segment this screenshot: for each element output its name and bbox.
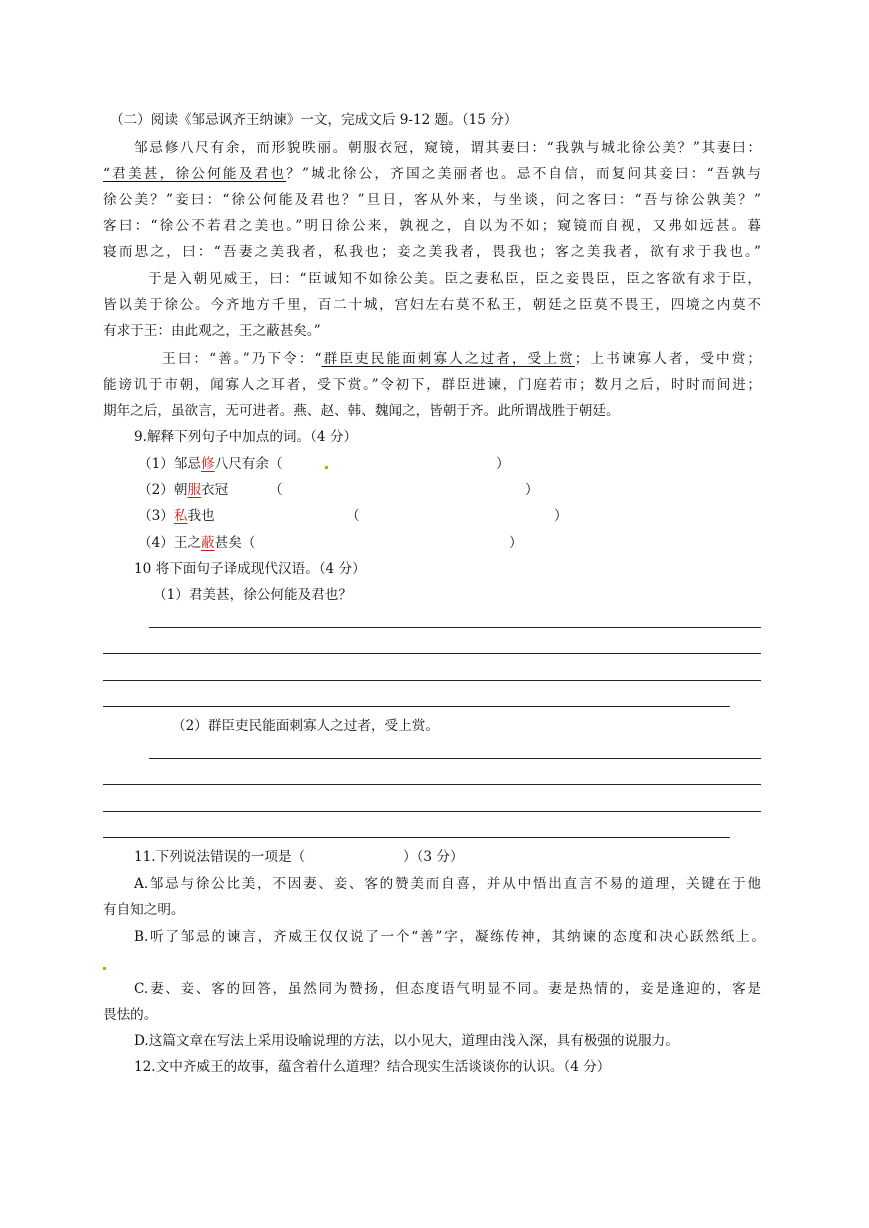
- q9-item-3: （3）私我也: [138, 508, 215, 524]
- answer-line[interactable]: [103, 784, 761, 785]
- underlined-sentence: 群臣吏民能面刺寡人之过者，受上赏: [321, 351, 575, 367]
- answer-line[interactable]: [149, 627, 761, 628]
- q10-sentence-2: （2）群臣吏民能面刺寡人之过者，受上赏。: [172, 718, 439, 734]
- option-c-cont: 畏怯的。: [103, 1007, 158, 1023]
- underlined-sentence: “君美甚，徐公何能及君也: [103, 166, 287, 182]
- option-c: C.妻、妾、客的回答，虽然同为赞扬，但态度语气明显不同。妻是热情的，妾是逢迎的，客是: [134, 981, 761, 997]
- question-10-title: 10 将下面句子译成现代汉语。（4 分）: [134, 561, 366, 577]
- answer-line[interactable]: [149, 758, 761, 759]
- question-11-title: 11.下列说法错误的一项是（: [134, 849, 306, 865]
- answer-line[interactable]: [103, 653, 761, 654]
- q9-item-1: （1）邹忌修八尺有余（: [138, 456, 283, 472]
- passage-line: 皆以美于徐公。今齐地方千里，百二十城，宫妇左右莫不私王，朝廷之臣莫不畏王，四境之内莫不: [103, 297, 761, 313]
- answer-blank-close[interactable]: ）: [554, 508, 568, 524]
- dotted-word: 服: [187, 482, 202, 498]
- option-b: B.听了邹忌的谏言，齐威王仅仅说了一个“善”字，凝练传神，其纳谏的态度和决心跃然纸上。: [134, 929, 765, 945]
- q9-item-4: （4）王之蔽甚矣（: [138, 535, 256, 551]
- passage-line: 邹忌修八尺有余，而形貌昳丽。朝服衣冠，窥镜，谓其妻曰：“我孰与城北徐公美？”其妻曰：: [134, 140, 761, 156]
- stray-mark: [325, 466, 328, 469]
- answer-line[interactable]: [103, 680, 761, 681]
- section-title: （二）阅读《邹忌讽齐王纳谏》一文，完成文后 9-12 题。（15 分）: [110, 112, 518, 128]
- passage-line: 能谤讥于市朝，闻寡人之耳者，受下赏。”令初下，群臣进谏，门庭若市；数月之后，时时而间进；: [103, 377, 761, 393]
- dotted-word: 修: [201, 456, 215, 472]
- answer-line[interactable]: [103, 811, 761, 812]
- answer-line[interactable]: [103, 837, 730, 838]
- answer-blank-close[interactable]: ）: [496, 456, 510, 472]
- option-d: D.这篇文章在写法上采用设喻说理的方法，以小见大，道理由浅入深，具有极强的说服力。: [134, 1033, 679, 1049]
- passage-line: “君美甚，徐公何能及君也？”城北徐公，齐国之美丽者也。忌不自信，而复问其妾曰：“吾孰与: [103, 166, 761, 182]
- dotted-word: 私: [173, 508, 188, 524]
- dotted-word: 蔽: [201, 535, 215, 551]
- answer-blank-open[interactable]: （: [269, 482, 283, 498]
- answer-blank-close[interactable]: ）: [525, 482, 539, 498]
- question-12-title: 12.文中齐威王的故事，蕴含着什么道理？结合现实生活谈谈你的认识。（4 分）: [134, 1059, 611, 1075]
- option-a: A.邹忌与徐公比美，不因妻、妾、客的赞美而自喜，并从中悟出直言不易的道理，关键在于他: [134, 876, 761, 892]
- answer-line[interactable]: [103, 706, 730, 707]
- passage-line: 有求于王：由此观之，王之蔽甚矣。”: [103, 323, 321, 339]
- q9-item-2: （2）朝服衣冠: [138, 482, 229, 498]
- question-9-title: 9.解释下列句子中加点的词。（4 分）: [134, 429, 358, 445]
- question-11-title-end: ）（3 分）: [403, 849, 464, 865]
- passage-line: 期年之后，虽欲言，无可进者。燕、赵、韩、魏闻之，皆朝于齐。此所谓战胜于朝廷。: [103, 403, 620, 419]
- passage-line: 徐公美？”妾曰：“徐公何能及君也？”旦日，客从外来，与坐谈，问之客曰：“吾与徐公孰美？”: [103, 192, 761, 208]
- passage-line: 客曰：“徐公不若君之美也。”明日徐公来，孰视之，自以为不如；窥镜而自视，又弗如远甚。暮: [103, 218, 761, 234]
- passage-line: 于是入朝见威王，曰：“臣诚知不如徐公美。臣之妻私臣，臣之妾畏臣，臣之客欲有求于臣，: [148, 271, 761, 287]
- passage-line: 王曰：“善。”乃下令：“群臣吏民能面刺寡人之过者，受上赏；上书谏寡人者，受中赏；: [162, 351, 761, 367]
- answer-blank-open[interactable]: （: [346, 508, 360, 524]
- passage-line: 寝而思之，曰：“吾妻之美我者，私我也；妾之美我者，畏我也；客之美我者，欲有求于我也。”: [103, 244, 761, 260]
- option-a-cont: 有自知之明。: [103, 902, 185, 918]
- stray-mark: [103, 967, 106, 970]
- answer-blank-close[interactable]: ）: [509, 535, 523, 551]
- q10-sentence-1: （1）君美甚，徐公何能及君也？: [153, 587, 352, 603]
